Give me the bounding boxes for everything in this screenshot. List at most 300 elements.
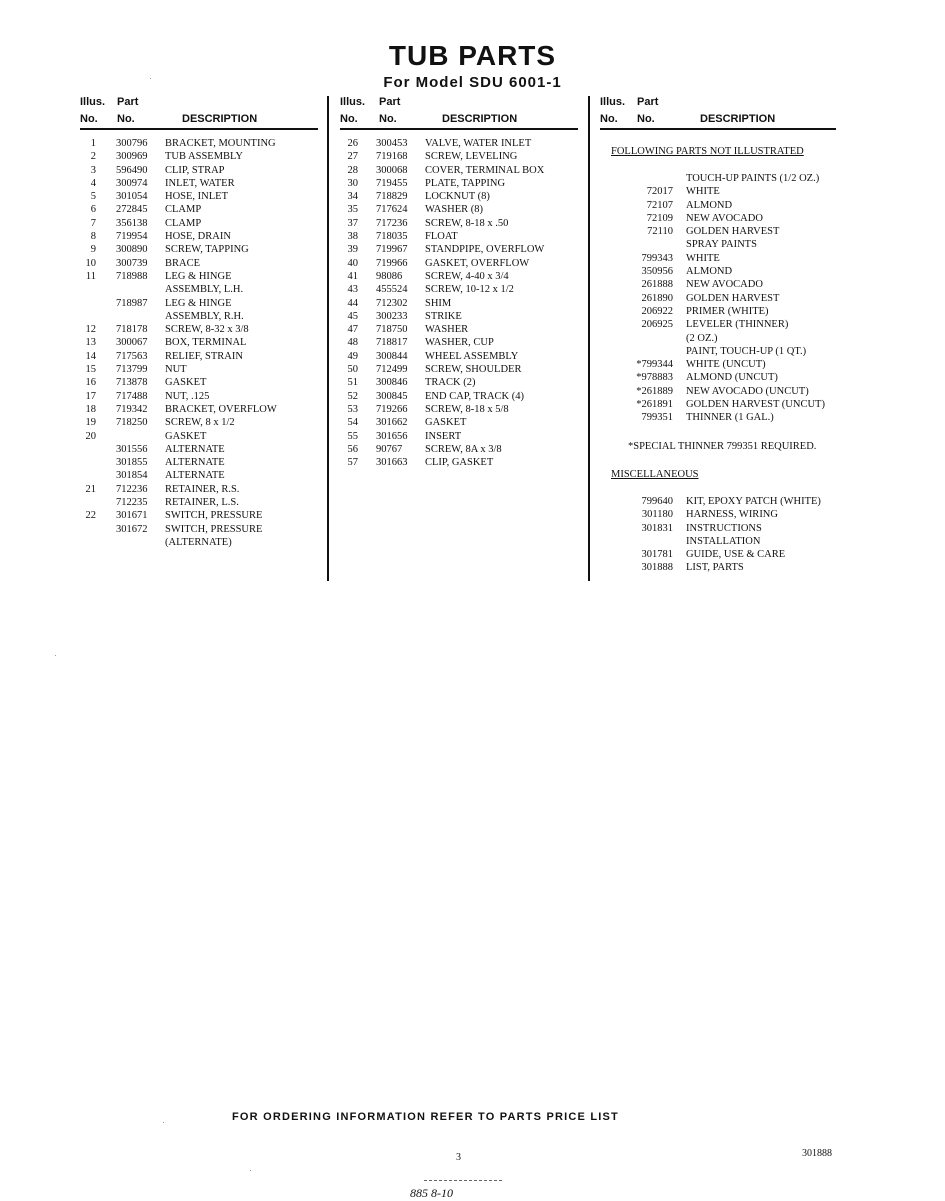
description: ALTERNATE (165, 470, 225, 482)
illus-number: 28 (347, 164, 358, 176)
table-row (340, 284, 580, 297)
parts-column-3 (600, 96, 850, 130)
table-row (340, 151, 580, 164)
table-row (340, 204, 580, 217)
part-number: 90767 (376, 443, 403, 455)
table-row (340, 377, 580, 390)
description: LEG & HINGE (165, 297, 232, 309)
description: SCREW, 8-32 x 3/8 (165, 324, 249, 336)
part-number: 799640 (641, 496, 673, 507)
illus-number: 3 (90, 164, 96, 176)
table-row (340, 244, 580, 257)
part-number: 718250 (116, 417, 148, 429)
illus-number: 20 (85, 430, 96, 442)
illus-number: 52 (347, 390, 358, 402)
part-number: 712235 (116, 497, 148, 509)
table-row (600, 412, 850, 425)
description: WHITE (686, 252, 720, 264)
description: PAINT, TOUCH-UP (1 QT.) (686, 345, 807, 357)
description: TUB ASSEMBLY (165, 151, 244, 163)
part-number: 350956 (641, 266, 673, 278)
table-row (80, 258, 320, 271)
illus-number: 15 (85, 364, 96, 376)
illus-no-header: No. (340, 113, 358, 125)
table-row (340, 324, 580, 337)
table-row (340, 337, 580, 350)
part-number: 300844 (376, 350, 408, 362)
table-row (600, 200, 850, 213)
table-row (80, 271, 320, 284)
part-number: 717488 (116, 390, 148, 402)
table-row (600, 359, 850, 372)
description: SCREW, 8A x 3/8 (425, 443, 502, 455)
part-number: 799343 (641, 252, 673, 264)
table-row (80, 484, 320, 497)
illus-number: 9 (90, 244, 96, 256)
part-number: 98086 (376, 270, 403, 282)
table-row (600, 293, 850, 306)
part-number: 455524 (376, 284, 408, 296)
illus-number: 37 (347, 217, 358, 229)
part-header: Part (637, 96, 659, 108)
part-number: 719967 (376, 244, 408, 256)
description: SCREW, 8-18 x 5/8 (425, 403, 509, 415)
table-row (600, 536, 850, 549)
part-number: 300233 (376, 310, 408, 322)
illus-number: 14 (85, 350, 96, 362)
part-number: 719266 (376, 403, 408, 415)
illus-number: 19 (85, 417, 96, 429)
illus-number: 4 (90, 177, 96, 189)
ordering-footer: FOR ORDERING INFORMATION REFER TO PARTS PRICE LIST (232, 1111, 619, 1123)
description: SWITCH, PRESSURE (165, 523, 263, 535)
illus-number: 12 (85, 324, 96, 336)
part-number: 718987 (116, 297, 148, 309)
description: NUT, .125 (165, 390, 210, 402)
table-row (340, 444, 580, 457)
table-row (600, 213, 850, 226)
part-header: Part (379, 96, 401, 108)
part-number: 719168 (376, 151, 408, 163)
speck (150, 78, 151, 79)
illus-number: 10 (85, 257, 96, 269)
table-row (600, 509, 850, 522)
table-row (80, 138, 320, 151)
part-number: 300846 (376, 377, 408, 389)
description: BRACE (165, 257, 201, 269)
parts-list (340, 138, 580, 470)
description: LEG & HINGE (165, 270, 232, 282)
illus-number: 57 (347, 457, 358, 469)
part-number: 301671 (116, 510, 148, 522)
section-title-miscellaneous: MISCELLANEOUS (611, 469, 699, 480)
part-number: 356138 (116, 217, 148, 229)
illus-number: 8 (90, 231, 96, 243)
part-number: 300890 (116, 244, 148, 256)
illus-number: 34 (347, 191, 358, 203)
part-number: 301180 (641, 509, 673, 521)
speck (55, 655, 56, 656)
part-number: 301781 (641, 549, 673, 561)
table-row (600, 399, 850, 412)
part-number: 718829 (376, 191, 408, 203)
table-row (80, 191, 320, 204)
column-divider (588, 96, 590, 581)
description: NEW AVOCADO (686, 279, 763, 291)
part-number: 300845 (376, 390, 408, 402)
part-number: 713799 (116, 364, 148, 376)
part-header: Part (117, 96, 139, 108)
illus-number: 44 (347, 297, 358, 309)
illus-number: 35 (347, 204, 358, 216)
description: GOLDEN HARVEST (686, 226, 780, 238)
table-row (80, 524, 320, 537)
part-number: 301662 (376, 417, 408, 429)
illus-number: 50 (347, 364, 358, 376)
description: COVER, TERMINAL BOX (425, 164, 545, 176)
illus-number: 54 (347, 417, 358, 429)
description: HOSE, INLET (165, 191, 228, 203)
table-row (80, 470, 320, 483)
part-no-header: No. (117, 113, 135, 125)
table-row (600, 523, 850, 536)
illus-number: 38 (347, 231, 358, 243)
illus-number: 11 (85, 270, 96, 282)
part-number: 712499 (376, 364, 408, 376)
description: BRACKET, MOUNTING (165, 138, 276, 149)
table-row (80, 204, 320, 217)
table-row (80, 218, 320, 231)
illus-number: 7 (90, 217, 96, 229)
miscellaneous-list (600, 496, 850, 576)
illus-number: 18 (85, 403, 96, 415)
handwritten-mark: 885 8-10 (410, 1186, 453, 1200)
description: VALVE, WATER INLET (425, 138, 532, 149)
illus-number: 40 (347, 257, 358, 269)
description: SPRAY PAINTS (686, 239, 757, 251)
table-row (600, 266, 850, 279)
description: SCREW, TAPPING (165, 244, 249, 256)
description: SWITCH, PRESSURE (165, 510, 263, 522)
part-number: *799344 (636, 359, 673, 371)
description: RELIEF, STRAIN (165, 350, 243, 362)
illus-number: 22 (85, 510, 96, 522)
table-row (600, 173, 850, 186)
part-number: 596490 (116, 164, 148, 176)
description: RETAINER, R.S. (165, 483, 240, 495)
description: GASKET (165, 377, 207, 389)
illus-number: 43 (347, 284, 358, 296)
table-row (80, 311, 320, 324)
description-header: DESCRIPTION (700, 113, 776, 125)
illus-number: 56 (347, 443, 358, 455)
part-number: 261890 (641, 292, 673, 304)
description: SCREW, 8 x 1/2 (165, 417, 235, 429)
part-number: 300068 (376, 164, 408, 176)
table-row (340, 178, 580, 191)
description-header: DESCRIPTION (182, 113, 258, 125)
table-row (80, 497, 320, 510)
table-row (80, 364, 320, 377)
not-illustrated-list (600, 173, 850, 426)
description: ALMOND (UNCUT) (686, 372, 778, 384)
part-number: 799351 (641, 412, 673, 424)
part-number: 301656 (376, 430, 408, 442)
illus-number: 17 (85, 390, 96, 402)
header-rule (80, 128, 318, 130)
description: TOUCH-UP PAINTS (1/2 OZ.) (686, 173, 820, 184)
column-header (340, 96, 580, 130)
description: GOLDEN HARVEST (UNCUT) (686, 399, 825, 411)
description: SCREW, 4-40 x 3/4 (425, 270, 509, 282)
description: INSTRUCTIONS (686, 522, 762, 534)
table-row (600, 496, 850, 509)
part-number: 300974 (116, 177, 148, 189)
special-thinner-note: *SPECIAL THINNER 799351 REQUIRED. (628, 441, 817, 452)
description: GASKET (425, 417, 467, 429)
table-row (600, 319, 850, 332)
part-number: 717236 (376, 217, 408, 229)
part-no-header: No. (379, 113, 397, 125)
description: KIT, EPOXY PATCH (WHITE) (686, 496, 821, 507)
table-row (80, 244, 320, 257)
table-row (600, 186, 850, 199)
description: BOX, TERMINAL (165, 337, 247, 349)
table-row (80, 417, 320, 430)
part-no-header: No. (637, 113, 655, 125)
table-row (80, 377, 320, 390)
table-row (340, 138, 580, 151)
part-number: 301556 (116, 443, 148, 455)
description: TRACK (2) (425, 377, 476, 389)
description-header: DESCRIPTION (442, 113, 518, 125)
document-number: 301888 (802, 1148, 832, 1159)
description: ASSEMBLY, L.H. (165, 284, 244, 296)
illus-number: 26 (347, 138, 358, 149)
speck (163, 1122, 164, 1123)
part-number: 712236 (116, 483, 148, 495)
illus-header: Illus. (80, 96, 106, 108)
table-row (80, 324, 320, 337)
description: GUIDE, USE & CARE (686, 549, 786, 561)
description: CLIP, GASKET (425, 457, 494, 469)
illus-number: 5 (90, 191, 96, 203)
part-number: 718750 (376, 324, 408, 336)
table-row (80, 165, 320, 178)
table-row (340, 457, 580, 470)
part-number: 713878 (116, 377, 148, 389)
table-row (340, 351, 580, 364)
table-row (600, 306, 850, 319)
description: ALMOND (686, 199, 733, 211)
part-number: 718817 (376, 337, 408, 349)
illus-header: Illus. (340, 96, 366, 108)
description: WHITE (686, 186, 720, 198)
table-row (80, 404, 320, 417)
part-number: 718035 (376, 231, 408, 243)
part-number: 206925 (641, 319, 673, 331)
table-row (80, 178, 320, 191)
description: END CAP, TRACK (4) (425, 390, 524, 402)
part-number: 261888 (641, 279, 673, 291)
description: ASSEMBLY, R.H. (165, 310, 244, 322)
page-number: 3 (456, 1152, 461, 1163)
description: PRIMER (WHITE) (686, 305, 769, 317)
part-number: 72109 (646, 212, 673, 224)
illus-number: 6 (90, 204, 96, 216)
description: THINNER (1 GAL.) (686, 412, 774, 424)
description: CLAMP (165, 204, 202, 216)
speck (250, 1170, 251, 1171)
illus-number: 48 (347, 337, 358, 349)
parts-list (80, 138, 320, 550)
table-row (80, 510, 320, 523)
description: ALTERNATE (165, 457, 225, 469)
header-rule (600, 128, 836, 130)
illus-number: 16 (85, 377, 96, 389)
description: GASKET, OVERFLOW (425, 257, 530, 269)
part-number: 301855 (116, 457, 148, 469)
signature-line (424, 1180, 502, 1182)
part-number: 719455 (376, 177, 408, 189)
header-rule (340, 128, 578, 130)
part-number: 718178 (116, 324, 148, 336)
table-row (600, 346, 850, 359)
part-number: 72107 (646, 199, 673, 211)
illus-number: 30 (347, 177, 358, 189)
table-row (600, 549, 850, 562)
illus-number: 51 (347, 377, 358, 389)
table-row (80, 351, 320, 364)
table-row (600, 279, 850, 292)
part-number: 719954 (116, 231, 148, 243)
description: INLET, WATER (165, 177, 235, 189)
table-row (600, 372, 850, 385)
part-number: 712302 (376, 297, 408, 309)
illus-no-header: No. (80, 113, 98, 125)
description: LOCKNUT (8) (425, 191, 490, 203)
description: HARNESS, WIRING (686, 509, 778, 521)
table-row (80, 337, 320, 350)
table-row (340, 404, 580, 417)
table-row (340, 165, 580, 178)
illus-number: 13 (85, 337, 96, 349)
description: SCREW, 10-12 x 1/2 (425, 284, 514, 296)
table-row (600, 253, 850, 266)
description: WASHER (8) (425, 204, 484, 216)
table-row (340, 391, 580, 404)
part-number: 718988 (116, 270, 148, 282)
part-number: 301888 (641, 562, 673, 574)
description: INSERT (425, 430, 462, 442)
illus-number: 55 (347, 430, 358, 442)
description: (ALTERNATE) (165, 536, 232, 548)
table-row (340, 218, 580, 231)
description: STRIKE (425, 310, 462, 322)
part-number: 301831 (641, 522, 673, 534)
description: WASHER, CUP (425, 337, 494, 349)
part-number: *261891 (636, 399, 673, 411)
description: WHITE (UNCUT) (686, 359, 766, 371)
description: NEW AVOCADO (UNCUT) (686, 385, 809, 397)
table-row (600, 386, 850, 399)
table-row (80, 231, 320, 244)
illus-number: 21 (85, 483, 96, 495)
table-row (340, 364, 580, 377)
column-header (600, 96, 850, 130)
part-number: 300739 (116, 257, 148, 269)
parts-column-2 (340, 96, 580, 470)
description: GASKET (165, 430, 207, 442)
table-row (340, 271, 580, 284)
part-number: 717624 (376, 204, 408, 216)
illus-no-header: No. (600, 113, 618, 125)
illus-number: 39 (347, 244, 358, 256)
part-number: 300453 (376, 138, 408, 149)
part-number: 719342 (116, 403, 148, 415)
part-number: 300969 (116, 151, 148, 163)
part-number: *261889 (636, 385, 673, 397)
description: WASHER (425, 324, 469, 336)
description: SHIM (425, 297, 452, 309)
column-header (80, 96, 320, 130)
part-number: 717563 (116, 350, 148, 362)
description: LIST, PARTS (686, 562, 744, 574)
illus-number: 47 (347, 324, 358, 336)
illus-number: 1 (90, 138, 96, 149)
table-row (600, 333, 850, 346)
illus-number: 49 (347, 350, 358, 362)
description: NEW AVOCADO (686, 212, 763, 224)
table-row (340, 231, 580, 244)
description: (2 OZ.) (686, 332, 718, 344)
description: SCREW, SHOULDER (425, 364, 522, 376)
page-subtitle: For Model SDU 6001-1 (383, 74, 562, 91)
description: SCREW, 8-18 x .50 (425, 217, 509, 229)
part-number: 272845 (116, 204, 148, 216)
part-number: 301854 (116, 470, 148, 482)
description: BRACKET, OVERFLOW (165, 403, 277, 415)
section-title-not-illustrated: FOLLOWING PARTS NOT ILLUSTRATED (611, 146, 804, 157)
description: CLAMP (165, 217, 202, 229)
table-row (80, 284, 320, 297)
column-divider (327, 96, 329, 581)
table-row (80, 537, 320, 550)
description: WHEEL ASSEMBLY (425, 350, 519, 362)
part-number: 301054 (116, 191, 148, 203)
description: STANDPIPE, OVERFLOW (425, 244, 545, 256)
table-row (340, 417, 580, 430)
description: SCREW, LEVELING (425, 151, 518, 163)
illus-number: 2 (90, 151, 96, 163)
illus-number: 53 (347, 403, 358, 415)
illus-number: 45 (347, 310, 358, 322)
part-number: 206922 (641, 305, 673, 317)
table-row (80, 444, 320, 457)
table-row (80, 457, 320, 470)
part-number: 72110 (647, 226, 673, 238)
part-number: *978883 (636, 372, 673, 384)
table-row (340, 311, 580, 324)
table-row (600, 562, 850, 575)
illus-header: Illus. (600, 96, 626, 108)
table-row (80, 151, 320, 164)
table-row (600, 239, 850, 252)
description: LEVELER (THINNER) (686, 319, 789, 331)
description: NUT (165, 364, 187, 376)
description: ALMOND (686, 266, 733, 278)
description: GOLDEN HARVEST (686, 292, 780, 304)
